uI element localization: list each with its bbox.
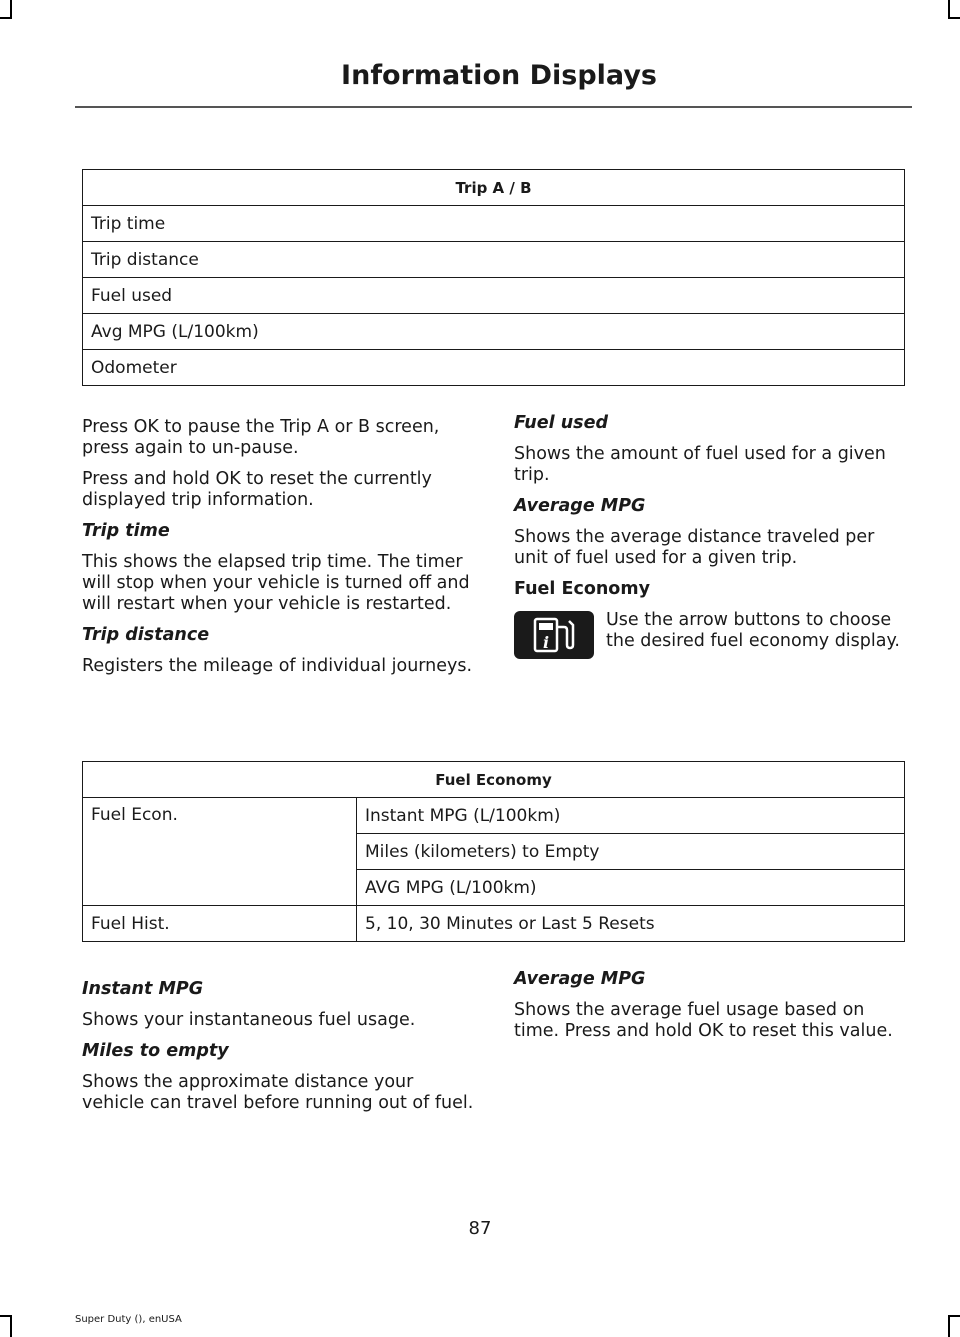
crop-mark <box>948 1317 950 1337</box>
paragraph: Registers the mileage of individual journeys. <box>82 656 473 676</box>
trip-table-heading: Trip A / B <box>83 170 905 206</box>
trip-table <box>82 169 905 386</box>
heading-trip-time: Trip time <box>82 521 170 541</box>
heading-average-mpg: Average MPG <box>514 496 646 516</box>
paragraph: Shows the average fuel usage based on time. Press and hold OK to reset this value. <box>514 1000 893 1041</box>
table-cell: AVG MPG (L/100km) <box>357 870 905 906</box>
page-number: 87 <box>468 1218 492 1239</box>
fuel-hist-label: Fuel Hist. <box>83 906 357 942</box>
paragraph: Shows your instantaneous fuel usage. <box>82 1010 416 1030</box>
paragraph: Shows the amount of fuel used for a given trip. <box>514 444 886 485</box>
table-row: Trip distance <box>83 242 905 278</box>
section1-left-column <box>82 417 477 687</box>
heading-average-mpg-2: Average MPG <box>514 969 646 989</box>
table-row: Odometer <box>83 350 905 386</box>
heading-instant-mpg: Instant MPG <box>82 979 204 999</box>
paragraph: Use the arrow buttons to choose the desired fuel economy display. <box>606 610 900 651</box>
fuel-info-icon <box>514 611 594 659</box>
crop-mark <box>948 17 960 19</box>
heading-fuel-economy: Fuel Economy <box>514 579 650 599</box>
table-row: Trip time <box>83 206 905 242</box>
crop-mark <box>948 0 950 17</box>
crop-mark <box>0 17 12 19</box>
fuel-economy-table <box>82 761 905 942</box>
section2-right-column <box>514 969 909 1052</box>
page-title: Information Displays <box>341 60 657 91</box>
paragraph: Shows the approximate distance your vehicle can travel before running out of fuel. <box>82 1072 474 1113</box>
fuel-table-heading: Fuel Economy <box>83 762 905 798</box>
svg-text:i: i <box>542 633 550 652</box>
heading-miles-to-empty: Miles to empty <box>82 1041 229 1061</box>
header-divider <box>75 106 912 108</box>
table-row: Avg MPG (L/100km) <box>83 314 905 350</box>
heading-fuel-used: Fuel used <box>514 413 608 433</box>
fuel-economy-row <box>514 610 909 659</box>
section2-left-column <box>82 979 477 1124</box>
paragraph: Shows the average distance traveled per unit of fuel used for a given trip. <box>514 527 875 568</box>
table-cell: Instant MPG (L/100km) <box>357 798 905 834</box>
section1-right-column <box>514 413 909 659</box>
crop-mark <box>10 1317 12 1337</box>
crop-mark <box>10 0 12 17</box>
paragraph: This shows the elapsed trip time. The timer will stop when your vehicle is turned off and will restart when your vehicle is restarted. <box>82 552 470 614</box>
table-row: Fuel used <box>83 278 905 314</box>
paragraph: Press and hold OK to reset the currently displayed trip information. <box>82 469 432 510</box>
fuel-econ-label: Fuel Econ. <box>83 798 357 906</box>
table-cell: Miles (kilometers) to Empty <box>357 834 905 870</box>
heading-trip-distance: Trip distance <box>82 625 210 645</box>
crop-mark <box>0 1315 12 1317</box>
table-cell: 5, 10, 30 Minutes or Last 5 Resets <box>357 906 905 942</box>
crop-mark <box>948 1315 960 1317</box>
footer-text: Super Duty (), enUSA <box>75 1314 182 1325</box>
paragraph: Press OK to pause the Trip A or B screen, press again to un-pause. <box>82 417 440 458</box>
